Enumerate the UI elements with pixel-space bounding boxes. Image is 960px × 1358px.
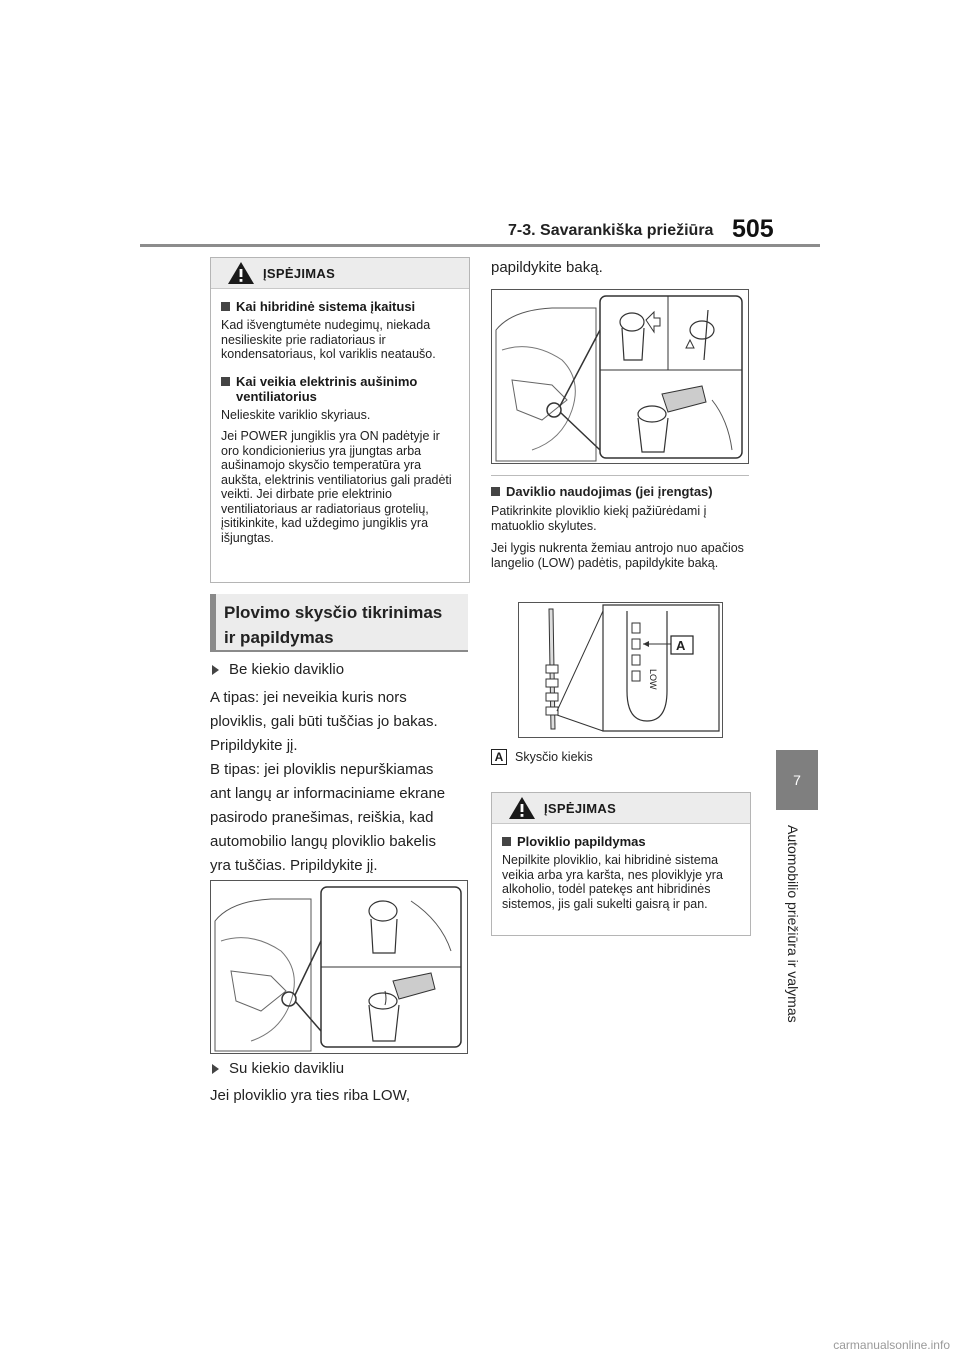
watermark: carmanualsonline.info	[833, 1338, 950, 1352]
warning-text: Jei POWER jungiklis yra ON padėtyje ir oro kondicionierius yra įjungtas arba aušinamojo skysčio temperatūra yra aukšta, elektrinis ventiliatorius gali pradėti veikti. Jei dirbate prie elektrinio ventiliatoriaus ar radiatoriaus grotelių, įsitikinkite, kad uždegimo jungiklis yra išjungtas.	[221, 429, 452, 545]
warning-subheading: Kai veikia elektrinis aušinimo ventiliatorius	[221, 374, 459, 404]
warning-triangle-icon	[227, 261, 255, 285]
figure-washer-tank-type-a	[210, 880, 468, 1054]
warning-label: ĮSPĖJIMAS	[544, 800, 617, 816]
caption-badge: A	[491, 749, 507, 765]
arrow-bullet-icon	[212, 1064, 219, 1074]
section-heading-line: Plovimo skysčio tikrinimas	[224, 603, 443, 622]
warning-text: Nepilkite ploviklio, kai hibridinė sistema veikia arba yra karšta, nes ploviklyje yra alkoholio, todėl patekęs ant hibridinės sistemos, jis gali sukelti gaisrą ir pan.	[502, 853, 723, 911]
warning-header	[211, 258, 469, 289]
bullet-item: Su kiekio davikliu	[212, 1060, 344, 1077]
figure-level-gauge	[518, 602, 723, 738]
warning-triangle-icon	[508, 796, 536, 820]
warning-subheading: Kai hibridinė sistema įkaitusi	[221, 299, 459, 314]
gauge-text-1: Patikrinkite ploviklio kiekį pažiūrėdami į matuoklio skylutes.	[491, 504, 707, 533]
warning-text: Kad išvengtumėte nudegimų, niekada nesilieskite prie radiatoriaus ir kondensatoriaus, kol variklis neataušo.	[221, 318, 436, 361]
warning-box-2	[491, 792, 751, 936]
page-number: 505	[732, 215, 774, 243]
engine-bay-illustration	[492, 290, 748, 463]
figure-callout-a: A	[676, 638, 686, 653]
figure-washer-tank-type-b	[491, 289, 749, 464]
divider	[491, 475, 749, 476]
section-title: 7-3. Savarankiška priežiūra	[508, 222, 714, 239]
gauge-text-2: Jei lygis nukrenta žemiau antrojo nuo apačios langelio (LOW) padėtis, papildykite baką.	[491, 541, 744, 570]
figure-caption	[491, 749, 593, 765]
square-bullet-icon	[491, 487, 500, 496]
square-bullet-icon	[502, 837, 511, 846]
square-bullet-icon	[221, 302, 230, 311]
gauge-low-label: LOW	[648, 669, 658, 690]
arrow-bullet-icon	[212, 665, 219, 675]
header-rule	[140, 244, 820, 247]
square-bullet-icon	[221, 377, 230, 386]
warning-subheading: Ploviklio papildymas	[502, 834, 740, 849]
warning-box-1	[210, 257, 470, 583]
caption-text: Skysčio kiekis	[515, 750, 593, 764]
paragraph-type-a: A tipas: jei neveikia kuris nors ploviklis, gali būti tuščias jo bakas. Pripildykite jį.	[210, 689, 438, 754]
paragraph-low: Jei ploviklio yra ties riba LOW,	[210, 1087, 411, 1104]
section-heading-line: ir papildymas	[224, 628, 334, 647]
chapter-number: 7	[793, 772, 801, 788]
paragraph-type-b: B tipas: jei ploviklis nepurškiamas ant langų ar informaciniame ekrane pasirodo pranešimas, reiškia, kad automobilio langų ploviklio bakelis yra tuščias. Pripildykite jį.	[210, 761, 446, 874]
paragraph-low-cont: papildykite baką.	[491, 259, 603, 276]
chapter-tab	[776, 750, 818, 810]
section-heading	[210, 594, 468, 652]
gauge-subheading: Daviklio naudojimas (jei įrengtas)	[491, 484, 753, 499]
dipstick-illustration	[519, 603, 722, 737]
warning-label: ĮSPĖJIMAS	[263, 265, 336, 281]
chapter-side-title	[785, 825, 809, 1115]
chapter-title: Automobilio priežiūra ir valymas	[785, 825, 801, 1023]
engine-bay-illustration	[211, 881, 467, 1053]
warning-header	[492, 793, 750, 824]
bullet-item: Be kiekio daviklio	[212, 661, 344, 678]
warning-text: Nelieskite variklio skyriaus.	[221, 407, 371, 422]
